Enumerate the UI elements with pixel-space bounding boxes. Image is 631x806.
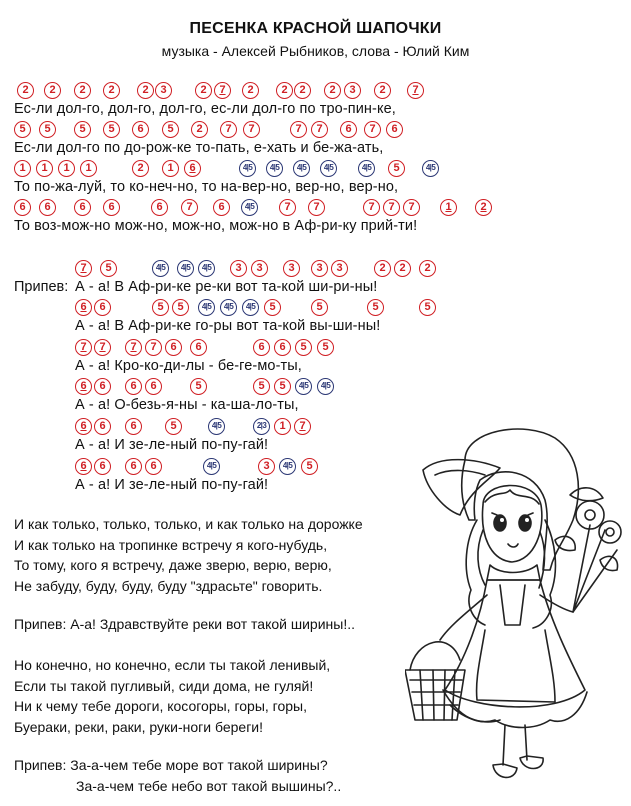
note-circle: 7 bbox=[290, 121, 307, 138]
note-circle: 3 bbox=[331, 260, 348, 277]
note-circle: 7 bbox=[279, 199, 296, 216]
note-circle: 3 bbox=[283, 260, 300, 277]
note-circle: 6 bbox=[386, 121, 403, 138]
note-circle: 5 bbox=[274, 378, 291, 395]
chorus-2 bbox=[14, 614, 355, 635]
note-circle: 6 bbox=[94, 299, 111, 316]
lyric-text: То воз-мож-но мож-но, мож-но, мож-но в Аф-ри-ку прий-ти! bbox=[14, 218, 418, 234]
lyric-text: А - а! О-безь-я-ны - ка-ша-ло-ты, bbox=[75, 397, 299, 413]
note-circle: 4|5 bbox=[320, 160, 337, 177]
note-circle: 2 bbox=[242, 82, 259, 99]
note-circle: 7 bbox=[363, 199, 380, 216]
note-circle: 6 bbox=[94, 418, 111, 435]
note-circle: 1 bbox=[80, 160, 97, 177]
note-circle: 1 bbox=[440, 199, 457, 216]
note-circle: 2 bbox=[137, 82, 154, 99]
note-circle: 4|5 bbox=[220, 299, 237, 316]
verse-3-line: Если ты такой пугливый, сиди дома, не гуляй! bbox=[14, 677, 314, 694]
note-circle: 5 bbox=[165, 418, 182, 435]
note-circle: 2 bbox=[17, 82, 34, 99]
note-circle: 2 bbox=[191, 121, 208, 138]
note-circle: 5 bbox=[162, 121, 179, 138]
note-circle: 7 bbox=[243, 121, 260, 138]
note-circle: 7 bbox=[220, 121, 237, 138]
note-circle: 4|5 bbox=[266, 160, 283, 177]
note-circle: 5 bbox=[253, 378, 270, 395]
note-circle: 3 bbox=[311, 260, 328, 277]
note-circle: 2 bbox=[475, 199, 492, 216]
note-circle: 5 bbox=[103, 121, 120, 138]
note-circle: 6 bbox=[74, 199, 91, 216]
note-circle: 4|5 bbox=[293, 160, 310, 177]
note-circle: 2 bbox=[276, 82, 293, 99]
note-circle: 7 bbox=[75, 339, 92, 356]
note-circle: 6 bbox=[94, 378, 111, 395]
note-circle: 6 bbox=[253, 339, 270, 356]
note-circle: 6 bbox=[125, 458, 142, 475]
chorus-2-line: Припев: А-а! Здравствуйте реки вот такой ширины!.. bbox=[14, 616, 355, 632]
note-circle: 4|5 bbox=[239, 160, 256, 177]
red-riding-hood-illustration bbox=[405, 420, 623, 800]
note-circle: 6 bbox=[340, 121, 357, 138]
note-circle: 3 bbox=[258, 458, 275, 475]
note-circle: 2 bbox=[324, 82, 341, 99]
chorus-3 bbox=[14, 755, 341, 796]
note-circle: 6 bbox=[75, 458, 92, 475]
page-title: ПЕСЕНКА КРАСНОЙ ШАПОЧКИ bbox=[189, 20, 442, 37]
note-circle: 5 bbox=[301, 458, 318, 475]
note-circle: 5 bbox=[172, 299, 189, 316]
note-circle: 6 bbox=[145, 458, 162, 475]
note-circle: 1 bbox=[58, 160, 75, 177]
note-circle: 4|5 bbox=[198, 260, 215, 277]
note-circle: 4|5 bbox=[279, 458, 296, 475]
note-circle: 6 bbox=[75, 299, 92, 316]
note-circle: 2 bbox=[294, 82, 311, 99]
note-circle: 7 bbox=[294, 418, 311, 435]
note-circle: 4|5 bbox=[203, 458, 220, 475]
note-circle: 3 bbox=[344, 82, 361, 99]
note-circle: 2 bbox=[374, 260, 391, 277]
note-circle: 2 bbox=[394, 260, 411, 277]
verse-3-line: Буераки, реки, раки, руки-ноги береги! bbox=[14, 718, 264, 735]
verse-2 bbox=[14, 514, 363, 596]
note-circle: 6 bbox=[75, 418, 92, 435]
lyric-text: А - а! В Аф-ри-ке го-ры вот та-кой вы-ши-ны! bbox=[75, 318, 381, 334]
note-circle: 3 bbox=[230, 260, 247, 277]
note-circle: 2 bbox=[419, 260, 436, 277]
note-circle: 4|5 bbox=[152, 260, 169, 277]
note-circle: 2 bbox=[74, 82, 91, 99]
lyric-text: Ес-ли дол-го по до-рож-ке то-пать, е-хать и бе-жа-ать, bbox=[14, 140, 384, 156]
note-circle: 4|5 bbox=[422, 160, 439, 177]
chorus-3-line: За-а-чем тебе небо вот такой вышины?.. bbox=[76, 777, 342, 794]
lyric-text: А - а! Кро-ко-ди-лы - бе-ге-мо-ты, bbox=[75, 358, 302, 374]
note-circle: 1 bbox=[14, 160, 31, 177]
note-circle: 5 bbox=[317, 339, 334, 356]
note-circle: 5 bbox=[367, 299, 384, 316]
note-circle: 1 bbox=[36, 160, 53, 177]
note-circle: 7 bbox=[308, 199, 325, 216]
note-circle: 4|5 bbox=[295, 378, 312, 395]
note-circle: 6 bbox=[145, 378, 162, 395]
verse-2-line: Не забуду, буду, буду, буду "здрасьте" говорить. bbox=[14, 577, 323, 594]
note-circle: 7 bbox=[181, 199, 198, 216]
note-circle: 2 bbox=[44, 82, 61, 99]
note-circle: 5 bbox=[190, 378, 207, 395]
note-circle: 5 bbox=[39, 121, 56, 138]
note-circle: 6 bbox=[103, 199, 120, 216]
note-circle: 4|5 bbox=[177, 260, 194, 277]
note-circle: 5 bbox=[100, 260, 117, 277]
note-circle: 6 bbox=[125, 418, 142, 435]
note-circle: 2 bbox=[103, 82, 120, 99]
note-circle: 4|5 bbox=[317, 378, 334, 395]
note-circle: 7 bbox=[311, 121, 328, 138]
page-subtitle: музыка - Алексей Рыбников, слова - Юлий Ким bbox=[161, 43, 470, 59]
note-circle: 5 bbox=[388, 160, 405, 177]
note-circle: 2 bbox=[132, 160, 149, 177]
lyric-text: А - а! И зе-ле-ный по-пу-гай! bbox=[75, 477, 269, 493]
note-circle: 7 bbox=[145, 339, 162, 356]
note-circle: 6 bbox=[39, 199, 56, 216]
lyric-text: А - а! И зе-ле-ный по-пу-гай! bbox=[75, 437, 269, 453]
note-circle: 3 bbox=[251, 260, 268, 277]
note-circle: 5 bbox=[74, 121, 91, 138]
note-circle: 5 bbox=[152, 299, 169, 316]
note-circle: 4|5 bbox=[198, 299, 215, 316]
note-circle: 3 bbox=[155, 82, 172, 99]
note-circle: 5 bbox=[419, 299, 436, 316]
chorus-3-line: Припев: За-а-чем тебе море вот такой ширины? bbox=[14, 757, 328, 773]
note-circle: 6 bbox=[165, 339, 182, 356]
note-circle: 4|5 bbox=[241, 199, 258, 216]
note-circle: 4|5 bbox=[242, 299, 259, 316]
note-circle: 6 bbox=[151, 199, 168, 216]
note-circle: 6 bbox=[274, 339, 291, 356]
note-circle: 1 bbox=[162, 160, 179, 177]
note-circle: 6 bbox=[75, 378, 92, 395]
note-circle: 6 bbox=[184, 160, 201, 177]
lyric-text: То по-жа-луй, то ко-неч-но, то на-вер-но, вер-но, вер-но, bbox=[14, 179, 399, 195]
lyric-text: Ес-ли дол-го, дол-го, дол-го, ес-ли дол-го по тро-пин-ке, bbox=[14, 101, 396, 117]
note-circle: 7 bbox=[364, 121, 381, 138]
note-circle: 7 bbox=[383, 199, 400, 216]
note-circle: 6 bbox=[94, 458, 111, 475]
note-circle: 7 bbox=[407, 82, 424, 99]
note-circle: 6 bbox=[190, 339, 207, 356]
note-circle: 4|5 bbox=[208, 418, 225, 435]
lyric-text: А - а! В Аф-ри-ке ре-ки вот та-кой ши-ри-ны! bbox=[75, 279, 378, 295]
verse-3-line: Но конечно, но конечно, если ты такой ленивый, bbox=[14, 657, 331, 673]
note-circle: 6 bbox=[132, 121, 149, 138]
note-circle: 7 bbox=[403, 199, 420, 216]
note-circle: 7 bbox=[214, 82, 231, 99]
verse-3-line: Ни к чему тебе дороги, косогоры, горы, горы, bbox=[14, 698, 308, 714]
note-circle: 7 bbox=[75, 260, 92, 277]
note-circle: 7 bbox=[94, 339, 111, 356]
note-circle: 4|5 bbox=[358, 160, 375, 177]
note-circle: 6 bbox=[213, 199, 230, 216]
verse-2-line: И как только, только, только, и как только на дорожке bbox=[14, 516, 363, 532]
verse-2-line: То тому, кого я встречу, даже зверю, верю, верю, bbox=[14, 557, 332, 573]
note-circle: 6 bbox=[14, 199, 31, 216]
note-circle: 5 bbox=[295, 339, 312, 356]
note-circle: 5 bbox=[311, 299, 328, 316]
note-circle: 2 bbox=[195, 82, 212, 99]
verse-2-line: И как только на тропинке встречу я кого-нубудь, bbox=[14, 536, 328, 553]
note-circle: 2 bbox=[374, 82, 391, 99]
note-circle: 5 bbox=[14, 121, 31, 138]
note-circle: 6 bbox=[125, 378, 142, 395]
note-circle: 7 bbox=[125, 339, 142, 356]
note-circle: 5 bbox=[264, 299, 281, 316]
chorus-label: Припев: bbox=[14, 279, 69, 295]
note-circle: 1 bbox=[274, 418, 291, 435]
note-circle: 2|3 bbox=[253, 418, 270, 435]
verse-3 bbox=[14, 655, 330, 737]
